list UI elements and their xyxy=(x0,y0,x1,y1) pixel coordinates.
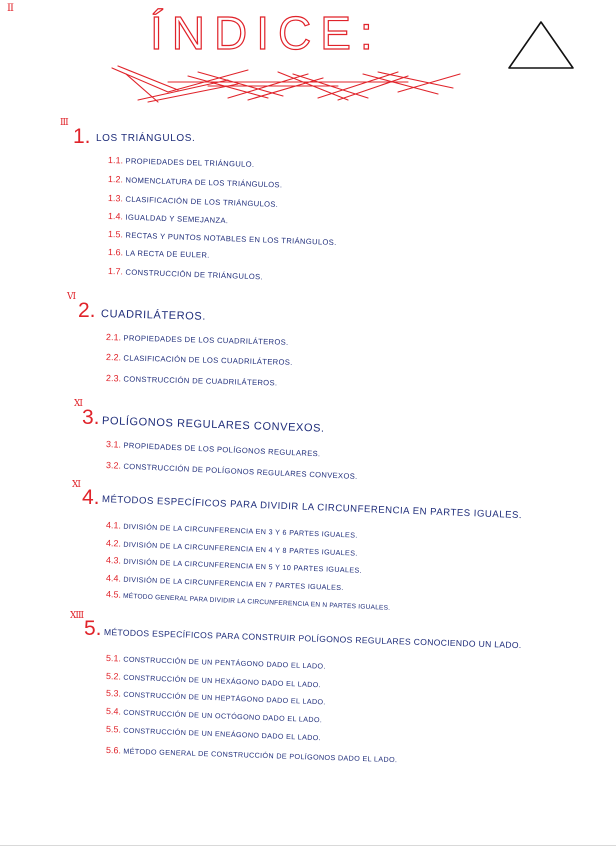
toc-item: 5.4. CONSTRUCCIÓN DE UN OCTÓGONO DADO EL LADO. xyxy=(105,706,323,725)
section-number: 5. xyxy=(84,617,102,640)
toc-item: 4.5. MÉTODO GENERAL PARA DIVIDIR LA CIRCUNFERENCIA EN N PARTES IGUALES. xyxy=(105,589,391,612)
toc-item: 4.2. DIVISIÓN DE LA CIRCUNFERENCIA EN 4 Y 8 PARTES IGUALES. xyxy=(105,538,358,558)
page-bottom-edge xyxy=(0,845,616,846)
section-number: 1. xyxy=(73,125,91,148)
toc-item: 1.4. IGUALDAD Y SEMEJANZA. xyxy=(107,211,229,226)
section-number: 3. xyxy=(82,406,100,429)
toc-item: 2.2. CLASIFICACIÓN DE LOS CUADRILÁTEROS. xyxy=(105,352,293,367)
toc-item: 5.2. CONSTRUCCIÓN DE UN HEXÁGONO DADO EL LADO. xyxy=(105,671,322,690)
toc-item: 1.1. PROPIEDADES DEL TRIÁNGULO. xyxy=(107,155,255,169)
corner-mark: II xyxy=(7,3,13,14)
toc-item: 1.2. NOMENCLATURA DE LOS TRIÁNGULOS. xyxy=(107,174,283,190)
toc-item: 4.4. DIVISIÓN DE LA CIRCUNFERENCIA EN 7 PARTES IGUALES. xyxy=(105,573,344,593)
toc-item: 1.3. CLASIFICACIÓN DE LOS TRIÁNGULOS. xyxy=(107,193,279,209)
toc-item: 5.3. CONSTRUCCIÓN DE UN HEPTÁGONO DADO EL LADO. xyxy=(105,688,326,707)
triangle-icon xyxy=(505,18,577,74)
toc-item: 1.5. RECTAS Y PUNTOS NOTABLES EN LOS TRIÁNGULOS. xyxy=(107,229,337,247)
toc-item: 4.3. DIVISIÓN DE LA CIRCUNFERENCIA EN 5 Y 10 PARTES IGUALES. xyxy=(105,555,363,575)
toc-item: 1.7. CONSTRUCCIÓN DE TRIÁNGULOS. xyxy=(107,266,264,282)
toc-item: 2.1. PROPIEDADES DE LOS CUADRILÁTEROS. xyxy=(105,332,289,347)
section-roman: III xyxy=(60,118,68,128)
toc-item: 3.1. PROPIEDADES DE LOS POLÍGONOS REGULARES. xyxy=(105,439,321,459)
toc-item: 3.2. CONSTRUCCIÓN DE POLÍGONOS REGULARES CONVEXOS. xyxy=(105,460,358,481)
section-title: POLÍGONOS REGULARES CONVEXOS. xyxy=(101,415,325,435)
toc-item: 1.6. LA RECTA DE EULER. xyxy=(107,247,210,260)
toc-item: 5.1. CONSTRUCCIÓN DE UN PENTÁGONO DADO EL LADO. xyxy=(105,653,326,671)
section-number: 2. xyxy=(78,299,96,322)
toc-item: 5.5. CONSTRUCCIÓN DE UN ENEÁGONO DADO EL LADO. xyxy=(105,724,322,743)
section-title: MÉTODOS ESPECÍFICOS PARA CONSTRUIR POLÍGONOS REGULARES CONOCIENDO UN LADO. xyxy=(103,627,522,651)
section-title: CUADRILÁTEROS. xyxy=(100,308,207,323)
section-title: LOS TRIÁNGULOS. xyxy=(96,133,196,144)
section-roman: XI xyxy=(72,480,80,490)
section-number: 4. xyxy=(82,486,100,509)
toc-item: 4.1. DIVISIÓN DE LA CIRCUNFERENCIA EN 3 Y 6 PARTES IGUALES. xyxy=(105,520,358,540)
section-roman: XI xyxy=(74,399,82,409)
title-underline-scribble xyxy=(108,62,468,108)
section-roman: VI xyxy=(67,292,76,302)
section-title: MÉTODOS ESPECÍFICOS PARA DIVIDIR LA CIRCUNFERENCIA EN PARTES IGUALES. xyxy=(101,494,523,522)
page-title: ÍNDICE: xyxy=(150,7,382,59)
toc-item: 5.6. MÉTODO GENERAL DE CONSTRUCCIÓN DE POLÍGONOS DADO EL LADO. xyxy=(105,745,398,765)
toc-item: 2.3. CONSTRUCCIÓN DE CUADRILÁTEROS. xyxy=(105,373,278,388)
section-roman: XIII xyxy=(70,611,84,621)
